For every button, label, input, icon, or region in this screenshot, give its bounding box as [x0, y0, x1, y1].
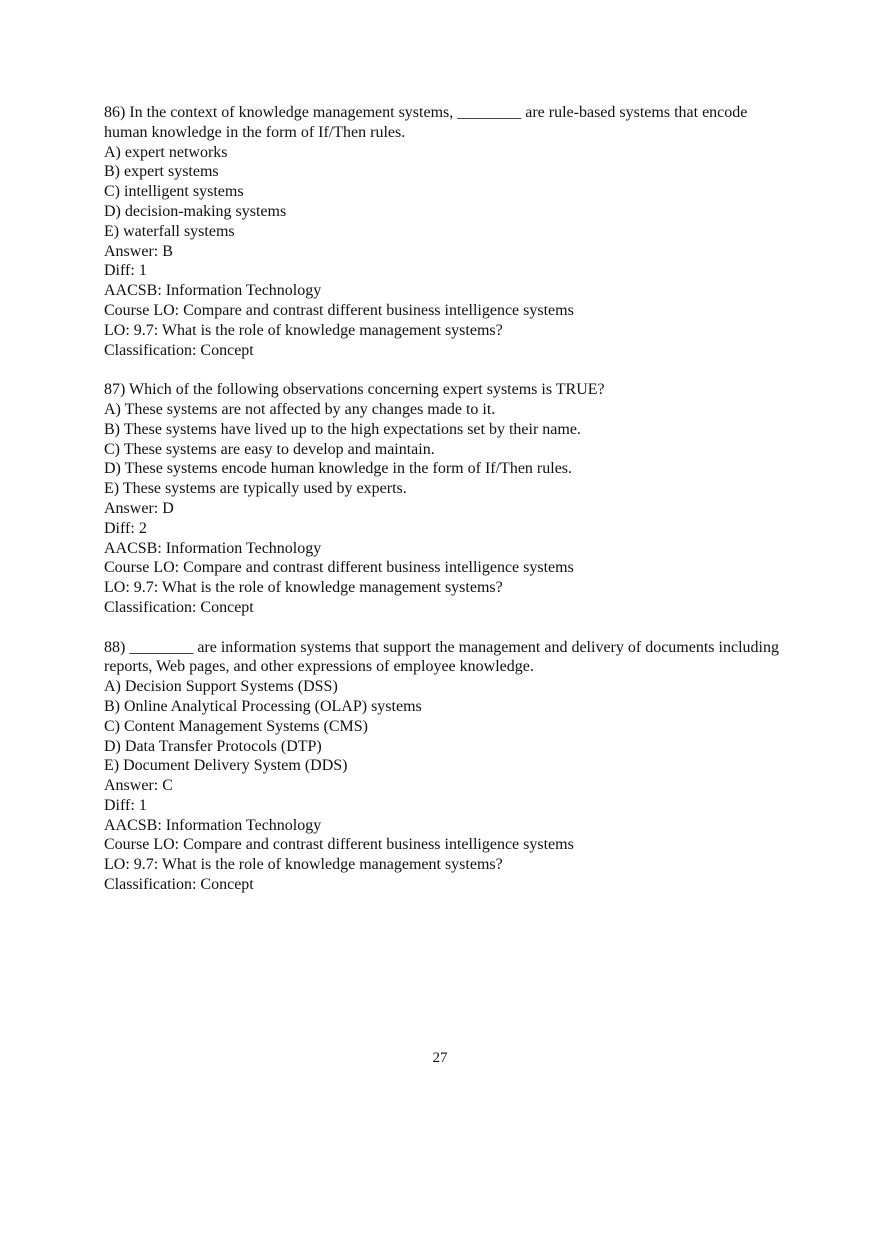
classification: Classification: Concept [104, 598, 254, 616]
course-lo: Course LO: Compare and contrast different business intelligence systems [104, 559, 574, 577]
classification: Classification: Concept [104, 341, 254, 359]
learning-objective: LO: 9.7: What is the role of knowledge management systems? [104, 321, 503, 339]
answer: Answer: D [104, 499, 174, 517]
option-c: C) Content Management Systems (CMS) [104, 717, 368, 735]
option-e: E) Document Delivery System (DDS) [104, 757, 348, 775]
question-87 [104, 380, 794, 618]
answer: Answer: C [104, 777, 173, 795]
question-stem: 87) Which of the following observations concerning expert systems is TRUE? [104, 381, 605, 399]
difficulty: Diff: 1 [104, 796, 147, 814]
option-d: D) These systems encode human knowledge in the form of If/Then rules. [104, 460, 573, 478]
option-b: B) expert systems [104, 163, 219, 181]
aacsb: AACSB: Information Technology [104, 539, 322, 557]
document-page [104, 103, 794, 895]
option-c: C) intelligent systems [104, 183, 244, 201]
question-stem: 88) ________ are information systems that support the management and delivery of documents including reports, Web pages, and other expressions of employee knowledge. [104, 638, 779, 676]
course-lo: Course LO: Compare and contrast different business intelligence systems [104, 836, 574, 854]
question-86 [104, 103, 794, 360]
option-e: E) These systems are typically used by experts. [104, 480, 407, 498]
difficulty: Diff: 1 [104, 262, 147, 280]
course-lo: Course LO: Compare and contrast different business intelligence systems [104, 301, 574, 319]
page-number: 27 [432, 1050, 448, 1066]
learning-objective: LO: 9.7: What is the role of knowledge management systems? [104, 856, 503, 874]
option-e: E) waterfall systems [104, 222, 235, 240]
learning-objective: LO: 9.7: What is the role of knowledge management systems? [104, 579, 503, 597]
difficulty: Diff: 2 [104, 519, 147, 537]
option-c: C) These systems are easy to develop and maintain. [104, 440, 435, 458]
classification: Classification: Concept [104, 876, 254, 894]
option-b: B) These systems have lived up to the high expectations set by their name. [104, 420, 581, 438]
option-d: D) decision-making systems [104, 202, 287, 220]
option-b: B) Online Analytical Processing (OLAP) systems [104, 697, 422, 715]
aacsb: AACSB: Information Technology [104, 282, 322, 300]
option-a: A) These systems are not affected by any changes made to it. [104, 400, 496, 418]
option-d: D) Data Transfer Protocols (DTP) [104, 737, 322, 755]
question-88 [104, 638, 794, 895]
option-a: A) Decision Support Systems (DSS) [104, 678, 338, 696]
question-stem: 86) In the context of knowledge management systems, ________ are rule-based systems that encode human knowledge in the form of If/Then rules. [104, 104, 748, 141]
answer: Answer: B [104, 242, 173, 260]
aacsb: AACSB: Information Technology [104, 816, 322, 834]
option-a: A) expert networks [104, 143, 228, 161]
